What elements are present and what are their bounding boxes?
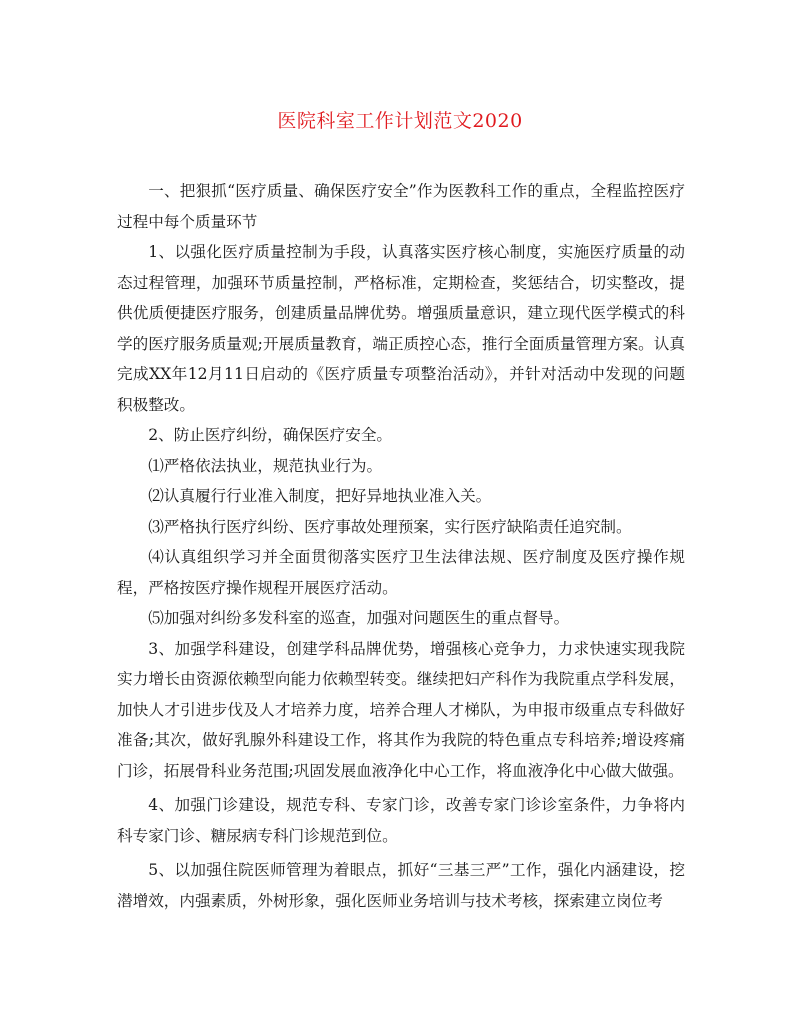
sub-item-3: ⑶严格执行医疗纠纷、医疗事故处理预案，实行医疗缺陷责任追究制。 <box>148 517 632 536</box>
paragraph-item-5: 5、以加强住院医师管理为着眼点，抓好“三基三严”工作，强化内涵建设，挖潜增效，内强素质，外树形象，强化医师业务培训与技术考核，探索建立岗位考 <box>117 861 685 910</box>
sub-item-2: ⑵认真履行行业准入制度，把好异地执业准入关。 <box>148 487 492 505</box>
sub-item-5: ⑸加强对纠纷多发科室的巡查，加强对问题医生的重点督导。 <box>148 609 570 627</box>
paragraph-item-3: 3、加强学科建设，创建学科品牌优势，增强核心竞争力，力求快速实现我院实力增长由资源依赖型向能力依赖型转变。继续把妇产科作为我院重点学科发展，加快人才引进步伐及人才培养力度，培养合理人才梯队，为申报市级重点专科做好准备;其次，做好乳腺外科建设工作，将其作为我院的特色重点专科培养;增设疼痛门诊，拓展骨科业务范围;巩固发展血液净化中心工作，将血液净化中心做大做强。 <box>117 639 685 780</box>
paragraph-item-4: 4、加强门诊建设，规范专科、专家门诊，改善专家门诊诊室条件，力争将内科专家门诊、糖尿病专科门诊规范到位。 <box>117 796 685 845</box>
document-title: 医院科室工作计划范文2020 <box>277 110 523 132</box>
paragraph-item-1: 1、以强化医疗质量控制为手段，认真落实医疗核心制度，实施医疗质量的动态过程管理，加强环节质量控制，严格标准，定期检查，奖惩结合，切实整改，提供优质便捷医疗服务，创建质量品牌优势。增强质量意识，建立现代医学模式的科学的医疗服务质量观;开展质量教育，端正质控心态，推行全面质量管理方案。认真完成XX年12月11日启动的《医疗质量专项整治活动》，并针对活动中发现的问题积极整改。 <box>117 243 685 414</box>
paragraph-item-2: 2、防止医疗纠纷，确保医疗安全。 <box>148 426 393 444</box>
sub-item-4: ⑷认真组织学习并全面贯彻落实医疗卫生法律法规、医疗制度及医疗操作规程，严格按医疗操作规程开展医疗活动。 <box>117 548 685 597</box>
section-heading: 一、把狠抓“医疗质量、确保医疗安全”作为医教科工作的重点，全程监控医疗过程中每个质量环节 <box>117 182 685 231</box>
document-body <box>117 176 685 916</box>
sub-item-1: ⑴严格依法执业，规范执业行为。 <box>148 456 383 475</box>
